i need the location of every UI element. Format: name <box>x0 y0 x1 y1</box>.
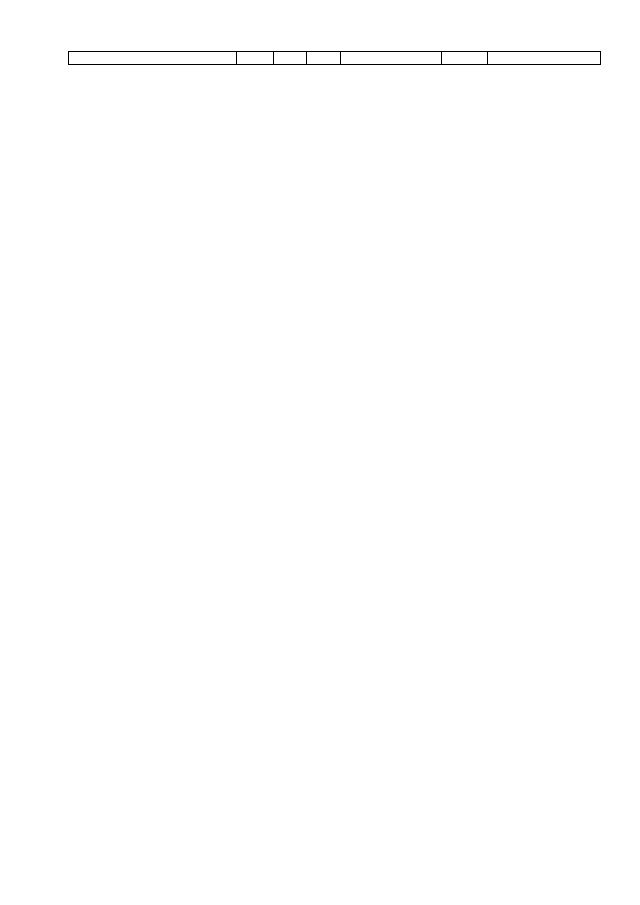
table-header <box>68 51 601 65</box>
header-col-1 <box>69 52 237 64</box>
header-col-7 <box>488 52 600 64</box>
header-col-6 <box>442 52 488 64</box>
header-col-3 <box>274 52 307 64</box>
header-col-4 <box>307 52 341 64</box>
header-col-5 <box>341 52 442 64</box>
header-col-2 <box>237 52 274 64</box>
